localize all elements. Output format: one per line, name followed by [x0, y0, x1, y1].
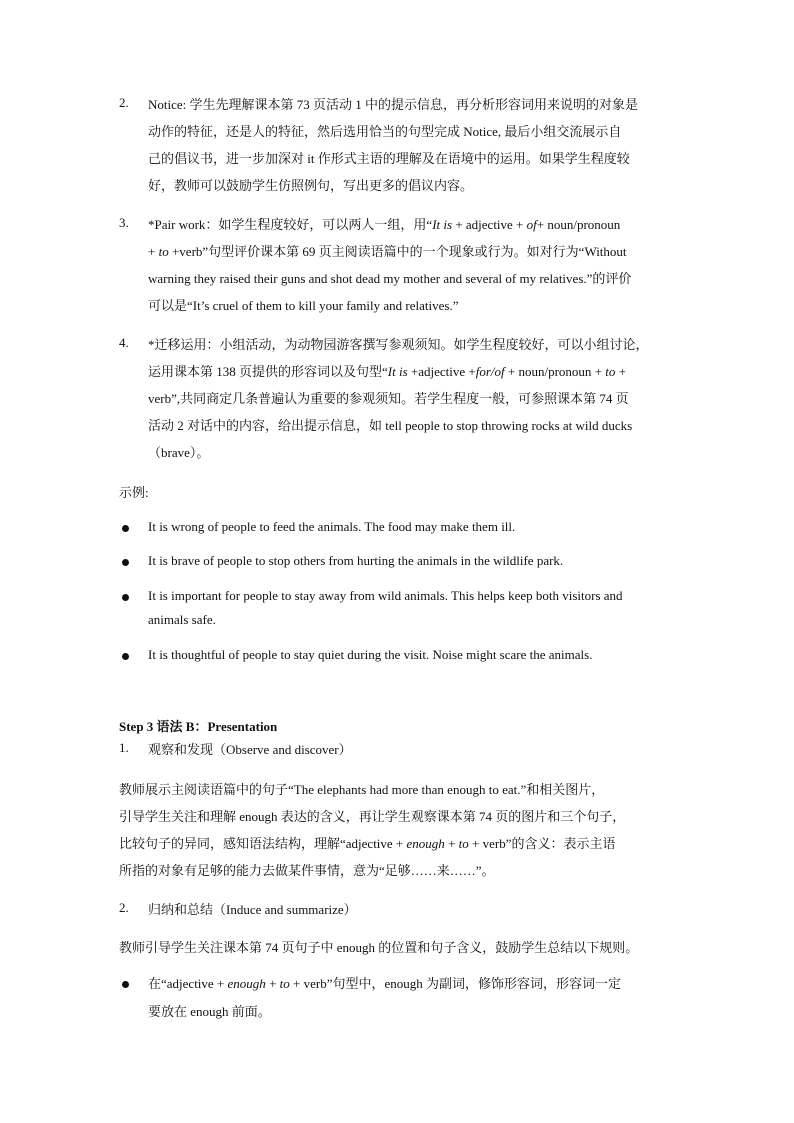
bullet-dot-icon [122, 653, 129, 660]
text-line [148, 358, 679, 385]
text-line: 要放在 enough 前面。 [148, 1004, 271, 1019]
text-line: 动作的特征，还是人的特征，然后选用恰当的句型完成 Notice, 最后小组交流展示自 [148, 124, 622, 139]
italic-span: It is [387, 364, 408, 379]
text-line: *迁移运用：小组活动，为动物园游客撰写参观须知。如学生程度较好，可以小组讨论， [148, 337, 649, 352]
text-span: + noun/pronoun + [504, 364, 606, 379]
italic-span: of [526, 217, 537, 232]
text-line: 所指的对象有足够的能力去做某件事情，意为“足够……来……”。 [119, 863, 495, 878]
italic-span: to [458, 836, 469, 851]
bullet-dot-icon [122, 981, 129, 988]
bullet-dot-icon [122, 559, 129, 566]
italic-span: to [605, 364, 616, 379]
sub-item-1 [119, 736, 679, 763]
text-line: 活动 2 对话中的内容，给出提示信息，如 tell people to stop throwing rocks at wild ducks [148, 418, 633, 433]
text-line: 好，教师可以鼓励学生仿照例句，写出更多的倡议内容。 [148, 178, 474, 193]
list-number: 3. [119, 215, 129, 230]
example-bullet [119, 515, 679, 539]
text-line [119, 830, 679, 857]
text-span: + [615, 364, 626, 379]
example-text: animals safe. [148, 612, 216, 627]
text-span: *Pair work：如学生程度较好，可以两人一组，用“ [148, 217, 433, 232]
text-span: + [265, 976, 280, 991]
example-bullet [119, 549, 679, 573]
sub-item-text: 归纳和总结（Induce and summarize） [148, 902, 357, 917]
list-item-2 [119, 91, 679, 199]
paragraph: 教师引导学生关注课本第 74 页句子中 enough 的位置和句子含义，鼓励学生总结以下规则。 [119, 940, 639, 955]
examples-label: 示例: [119, 485, 149, 500]
list-item-3 [119, 211, 679, 319]
list-number: 4. [119, 335, 129, 350]
list-item-text [148, 91, 679, 199]
text-span: 运用课本第 138 页提供的形容词以及句型“ [148, 364, 388, 379]
example-bullet [119, 643, 679, 667]
text-line [148, 211, 679, 238]
text-span: +verb”句型评价课本第 69 页主阅读语篇中的一个现象或行为。如对行为“Without [168, 244, 627, 259]
list-number: 2. [119, 95, 129, 110]
italic-span: to [279, 976, 290, 991]
text-line: 可以是“It’s cruel of them to kill your family and relatives.” [148, 298, 459, 313]
text-line: 引导学生关注和理解 enough 表达的含义，再让学生观察课本第 74 页的图片和三个句子， [119, 809, 626, 824]
bullet-dot-icon [122, 525, 129, 532]
text-span: + [148, 244, 159, 259]
text-span: + verb”的含义：表示主语 [468, 836, 616, 851]
text-span: + verb”句型中，enough 为副词，修饰形容词，形容词一定 [289, 976, 622, 991]
text-line: 教师展示主阅读语篇中的句子“The elephants had more than enough to eat.”和相关图片， [119, 782, 605, 797]
example-text: It is thoughtful of people to stay quiet during the visit. Noise might scare the animals. [148, 647, 593, 662]
text-span: + noun/pronoun [536, 217, 621, 232]
text-span: 在“adjective + [148, 976, 228, 991]
sub-item-2 [119, 896, 679, 923]
italic-span: enough [406, 836, 445, 851]
text-span: + adjective + [452, 217, 527, 232]
text-line: 己的倡议书，进一步加深对 it 作形式主语的理解及在语境中的运用。如果学生程度较 [148, 151, 630, 166]
text-line: verb”,共同商定几条普遍认为重要的参观须知。若学生程度一般，可参照课本第 74 页 [148, 391, 629, 406]
text-span: +adjective + [407, 364, 476, 379]
text-line: （brave）。 [148, 445, 210, 460]
list-item-text [148, 331, 679, 466]
italic-span: for/of [475, 364, 505, 379]
example-text: It is wrong of people to feed the animals. The food may make them ill. [148, 519, 516, 534]
list-number: 2. [119, 900, 129, 915]
sub-item-text: 观察和发现（Observe and discover） [148, 742, 352, 757]
text-line [148, 970, 679, 998]
section-heading: Step 3 语法 B：Presentation [119, 719, 278, 734]
text-span: 比较句子的异同，感知语法结构，理解“adjective + [119, 836, 407, 851]
example-text: It is important for people to stay away from wild animals. This helps keep both visitors and [148, 588, 623, 603]
example-bullet [119, 584, 679, 632]
example-text: It is brave of people to stop others from hurting the animals in the wildlife park. [148, 553, 564, 568]
italic-span: It is [432, 217, 453, 232]
text-line: warning they raised their guns and shot dead my mother and several of my relatives.”的评价 [148, 271, 632, 286]
rule-bullet [119, 970, 679, 1026]
italic-span: enough [227, 976, 266, 991]
list-item-4 [119, 331, 679, 466]
list-item-text [148, 211, 679, 319]
italic-span: to [158, 244, 169, 259]
bullet-dot-icon [122, 594, 129, 601]
paragraph [119, 776, 679, 884]
text-line [148, 238, 679, 265]
list-number: 1. [119, 740, 129, 755]
text-line: Notice: 学生先理解课本第 73 页活动 1 中的提示信息，再分析形容词用来说明的对象是 [148, 97, 639, 112]
text-span: + [444, 836, 459, 851]
